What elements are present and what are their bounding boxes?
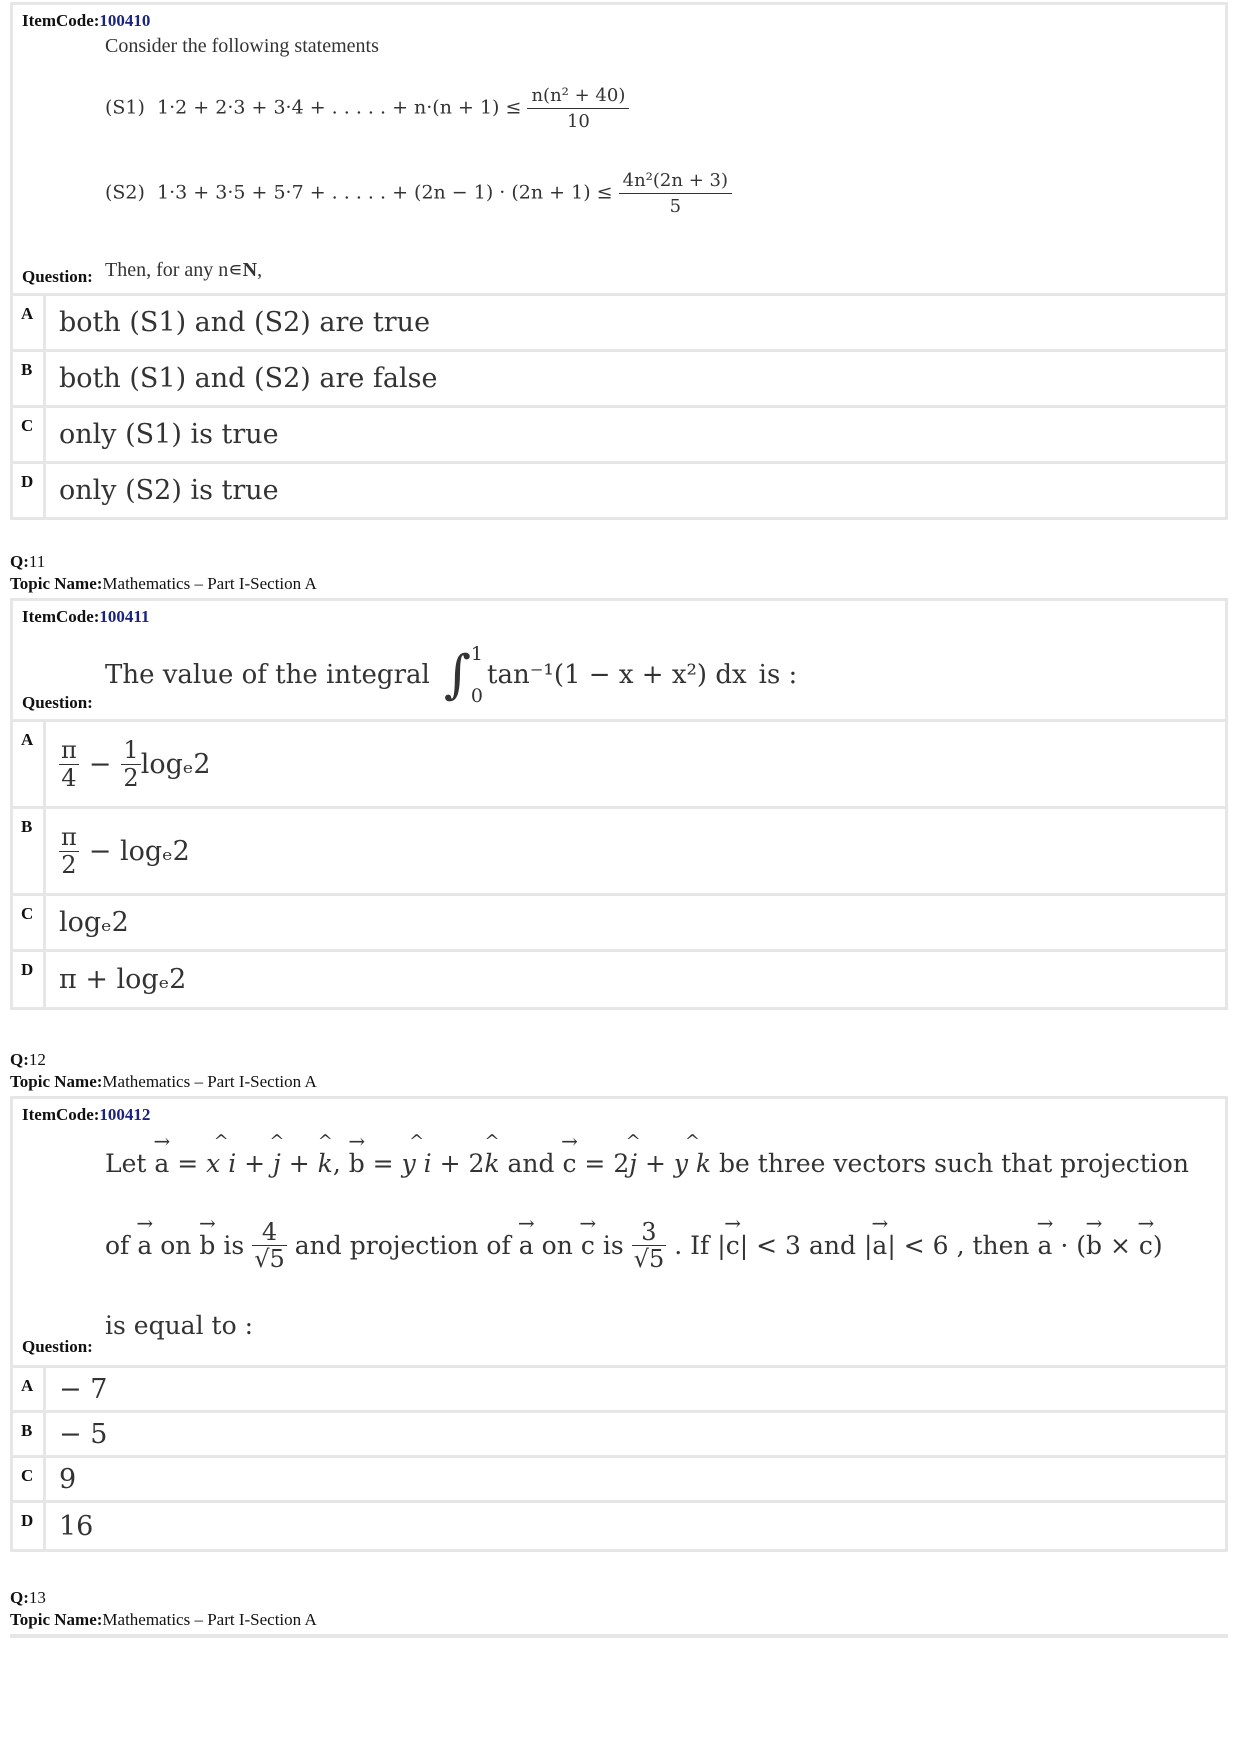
option-letter: C bbox=[21, 904, 34, 923]
question-header bbox=[13, 601, 1225, 719]
question-number: Q:13 bbox=[10, 1588, 46, 1607]
item-code: ItemCode:100412 bbox=[22, 1105, 151, 1124]
option-text: both (S1) and (S2) are true bbox=[59, 307, 431, 338]
one-half: $\frac{1}{2}$ bbox=[123, 736, 139, 792]
statement-s1: (S1) 1·2 + 2·3 + 3·4 + . . . . . + n·(n + 1) ≤ $\frac{\text{n(n² + 40)}}{10}$ bbox=[105, 85, 629, 132]
four-over-root5: $\frac{4}{√5}$ bbox=[254, 1218, 285, 1274]
question-number: Q:11 bbox=[10, 552, 46, 571]
item-code: ItemCode:100411 bbox=[22, 607, 150, 626]
option-d[interactable] bbox=[13, 1503, 1225, 1549]
option-a[interactable] bbox=[13, 296, 1225, 349]
option-c[interactable] bbox=[13, 1458, 1225, 1500]
option-a[interactable] bbox=[13, 722, 1225, 806]
question-label: Question: bbox=[22, 693, 93, 712]
question-header bbox=[13, 1099, 1225, 1365]
question-block-100410 bbox=[10, 2, 1228, 520]
option-b[interactable] bbox=[13, 352, 1225, 405]
integral-upper-limit: 1 bbox=[470, 643, 483, 665]
option-letter: B bbox=[21, 360, 33, 379]
pi-over-2: $\frac{\pi}{2}$ bbox=[61, 823, 77, 879]
question-number: Q:12 bbox=[10, 1050, 46, 1069]
option-text: 9 bbox=[59, 1463, 77, 1495]
s1-fraction: $\frac{\text{n(n² + 40)}}{10}$ bbox=[527, 85, 629, 132]
option-text: $\frac{\pi}{2}$ − logₑ2 bbox=[61, 823, 190, 879]
option-a[interactable] bbox=[13, 1368, 1225, 1410]
option-text: logₑ2 bbox=[59, 907, 129, 938]
section-divider bbox=[10, 1634, 1228, 1638]
topic-name: Topic Name:Mathematics – Part I-Section A bbox=[10, 1610, 317, 1629]
option-letter: A bbox=[21, 730, 34, 749]
option-text: π + logₑ2 bbox=[59, 964, 187, 995]
integral-lower-limit: 0 bbox=[470, 685, 483, 707]
option-text: − 7 bbox=[59, 1373, 108, 1405]
pi-over-4: $\frac{\pi}{4}$ bbox=[61, 736, 77, 792]
stem-intro: Consider the following statements bbox=[105, 35, 379, 57]
integral-stem: The value of the integral ∫ 1 0 tan⁻¹(1 − x + x²) dx is : bbox=[105, 643, 798, 707]
option-text: − 5 bbox=[59, 1418, 108, 1450]
stem-end: is equal to : bbox=[105, 1311, 253, 1340]
option-letter: D bbox=[21, 1511, 34, 1530]
integrand: tan⁻¹(1 − x + x²) dx bbox=[487, 660, 747, 690]
stem-outro: Then, for any n∊N, bbox=[105, 259, 263, 281]
option-letter: C bbox=[21, 416, 34, 435]
option-letter: B bbox=[21, 1421, 33, 1440]
option-b[interactable] bbox=[13, 809, 1225, 893]
option-letter: A bbox=[21, 1376, 34, 1395]
topic-name: Topic Name:Mathematics – Part I-Section A bbox=[10, 1072, 317, 1091]
option-letter: D bbox=[21, 960, 34, 979]
question-header bbox=[13, 5, 1225, 293]
option-text: $\frac{\pi}{4}$ − $\frac{1}{2}$ logₑ2 bbox=[61, 736, 211, 792]
option-letter: B bbox=[21, 817, 33, 836]
option-text: only (S1) is true bbox=[59, 419, 279, 450]
topic-name: Topic Name:Mathematics – Part I-Section A bbox=[10, 574, 317, 593]
option-text: both (S1) and (S2) are false bbox=[59, 363, 438, 394]
option-d[interactable] bbox=[13, 464, 1225, 517]
option-letter: A bbox=[21, 304, 34, 323]
option-letter: C bbox=[21, 1466, 34, 1485]
s2-fraction: $\frac{\text{4n²(2n + 3)}}{5}$ bbox=[619, 170, 732, 217]
option-d[interactable] bbox=[13, 952, 1225, 1007]
question-block-100412 bbox=[10, 1096, 1228, 1552]
option-c[interactable] bbox=[13, 896, 1225, 949]
question-block-100411 bbox=[10, 598, 1228, 1010]
option-text: 16 bbox=[59, 1510, 94, 1542]
question-label: Question: bbox=[22, 1337, 93, 1356]
three-over-root5: $\frac{3}{√5}$ bbox=[633, 1218, 665, 1274]
option-letter: D bbox=[21, 472, 34, 491]
integral-sign: ∫ bbox=[443, 645, 471, 705]
projection-conditions: of → a on → b is $\frac{4}{√5}$ and projection of → a on → c is $\frac{3}{√5}$ . If |→ c| < 3 and |→ a| < 6 , then → a · (→ b × → c) bbox=[105, 1219, 1163, 1273]
option-text: only (S2) is true bbox=[59, 475, 279, 506]
vector-definitions: Let → a = ^ x i + ^ j + ^ k, → b = ^ y i + 2^ k and → c = 2^ j + ^ y k be three vectors such that projection bbox=[105, 1149, 1189, 1178]
question-label: Question: bbox=[22, 267, 93, 286]
item-code: ItemCode:100410 bbox=[22, 11, 151, 30]
statement-s2: (S2) 1·3 + 3·5 + 5·7 + . . . . . + (2n − 1) · (2n + 1) ≤ $\frac{\text{4n²(2n + 3)}}{5}$ bbox=[105, 170, 732, 217]
option-c[interactable] bbox=[13, 408, 1225, 461]
option-b[interactable] bbox=[13, 1413, 1225, 1455]
